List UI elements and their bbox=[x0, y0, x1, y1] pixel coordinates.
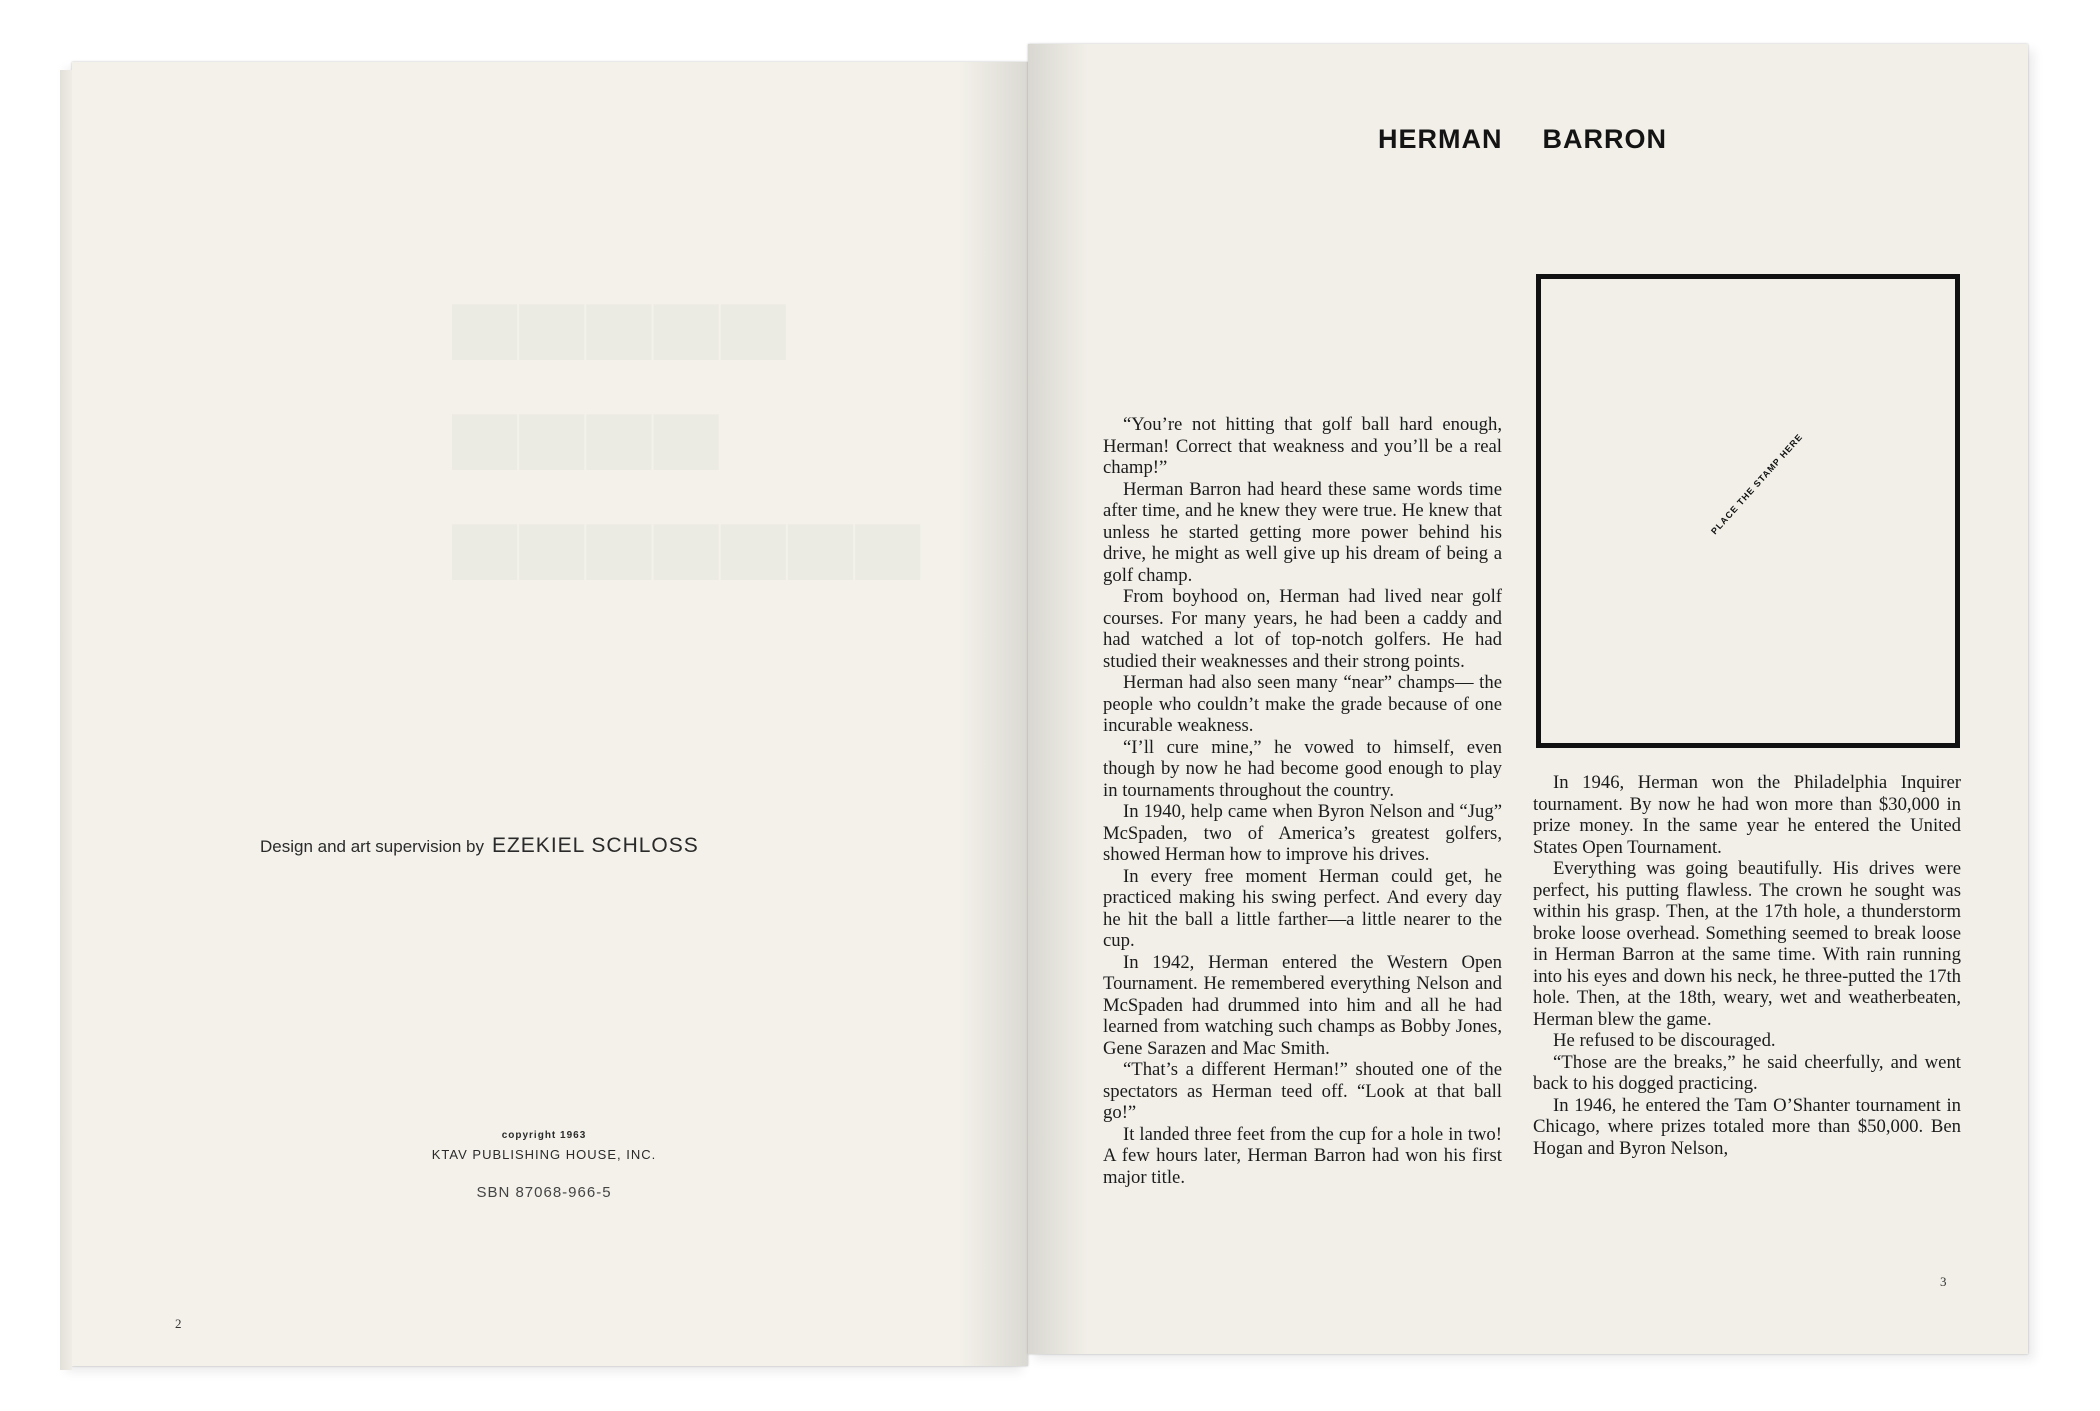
text-column-right bbox=[1533, 772, 1961, 1159]
paragraph: Herman had also seen many “near” champs— the people who couldn’t make the grade because of one incurable weakness. bbox=[1103, 672, 1502, 736]
page-title bbox=[1378, 124, 1778, 155]
paragraph: “I’ll cure mine,” he vowed to himself, even though by now he had become good enough to play in tournaments throughout the country. bbox=[1103, 736, 1502, 801]
stamp-label: PLACE THE STAMP HERE bbox=[1709, 431, 1805, 537]
credit-prefix: Design and art supervision by bbox=[260, 837, 484, 856]
page-number-left: 2 bbox=[175, 1316, 182, 1331]
sbn-line: SBN 87068-966-5 bbox=[476, 1184, 612, 1201]
paragraph: In 1946, he entered the Tam O’Shanter tournament in Chicago, where prizes totaled more than $50,000. Ben Hogan and Byron Nelson, bbox=[1533, 1094, 1961, 1159]
text-column-left bbox=[1103, 414, 1502, 1188]
paragraph: From boyhood on, Herman had lived near golf courses. For many years, he had been a caddy and had watched a lot of top-notch golfers. He had studied their weaknesses and their strong points. bbox=[1103, 586, 1502, 672]
bleed-through-texture: ▀▀▀▀▀ ▀▀▀▀ ▀▀▀▀▀▀▀ bbox=[452, 306, 923, 628]
headline-last-name: BARRON bbox=[1542, 124, 1667, 154]
headline-first-name: HERMAN bbox=[1378, 124, 1503, 154]
paragraph: “Those are the breaks,” he said cheerfully, and went back to his dogged practicing. bbox=[1533, 1051, 1961, 1094]
paragraph: In 1946, Herman won the Philadelphia Inquirer tournament. By now he had won more than $30,000 in prize money. In the same year he entered the United States Open Tournament. bbox=[1533, 772, 1961, 858]
paragraph: In 1940, help came when Byron Nelson and “Jug” McSpaden, two of America’s greatest golfers, showed Herman how to improve his drives. bbox=[1103, 801, 1502, 865]
paragraph: In every free moment Herman could get, he practiced making his swing perfect. And every day he hit the ball a little farther—a little nearer to the cup. bbox=[1103, 865, 1502, 951]
paragraph: It landed three feet from the cup for a hole in two! A few hours later, Herman Barron had won his first major title. bbox=[1103, 1123, 1502, 1188]
paragraph: “That’s a different Herman!” shouted one of the spectators as Herman teed off. “Look at that ball go!” bbox=[1103, 1059, 1502, 1123]
paragraph: In 1942, Herman entered the Western Open Tournament. He remembered everything Nelson and McSpaden had drummed into him and all he had learned from watching such champs as Bobby Jones, Gene Sarazen and Mac Smith. bbox=[1103, 951, 1502, 1059]
credit-name: EZEKIEL SCHLOSS bbox=[491, 834, 699, 857]
paragraph: Herman Barron had heard these same words time after time, and he knew they were true. He knew that unless he started getting more power behind his drive, he might as well give up his dream of being a golf champ. bbox=[1103, 478, 1502, 586]
stamp-placeholder-box bbox=[1536, 274, 1960, 748]
paragraph: Everything was going beautifully. His drives were perfect, his putting flawless. The crown he sought was within his grasp. Then, at the 17th hole, a thunderstorm broke loose overhead. Something seemed to break loose in Herman Barron at the same time. With rain running into his eyes and down his neck, he three-putted the 17th hole. Then, at the 18th, weary, wet and weatherbeaten, Herman blew the game. bbox=[1533, 858, 1961, 1030]
publisher-line: KTAV PUBLISHING HOUSE, INC. bbox=[431, 1147, 657, 1162]
page-number-right: 3 bbox=[1940, 1274, 1947, 1289]
paragraph: “You’re not hitting that golf ball hard enough, Herman! Correct that weakness and you’ll be a real champ!” bbox=[1103, 414, 1502, 478]
right-page bbox=[1028, 44, 2028, 1354]
design-credit bbox=[72, 834, 1028, 858]
copyright-line: copyright 1963 bbox=[501, 1130, 587, 1141]
left-page bbox=[72, 62, 1028, 1366]
paragraph: He refused to be discouraged. bbox=[1553, 1030, 1776, 1051]
copyright-block bbox=[384, 1130, 704, 1201]
